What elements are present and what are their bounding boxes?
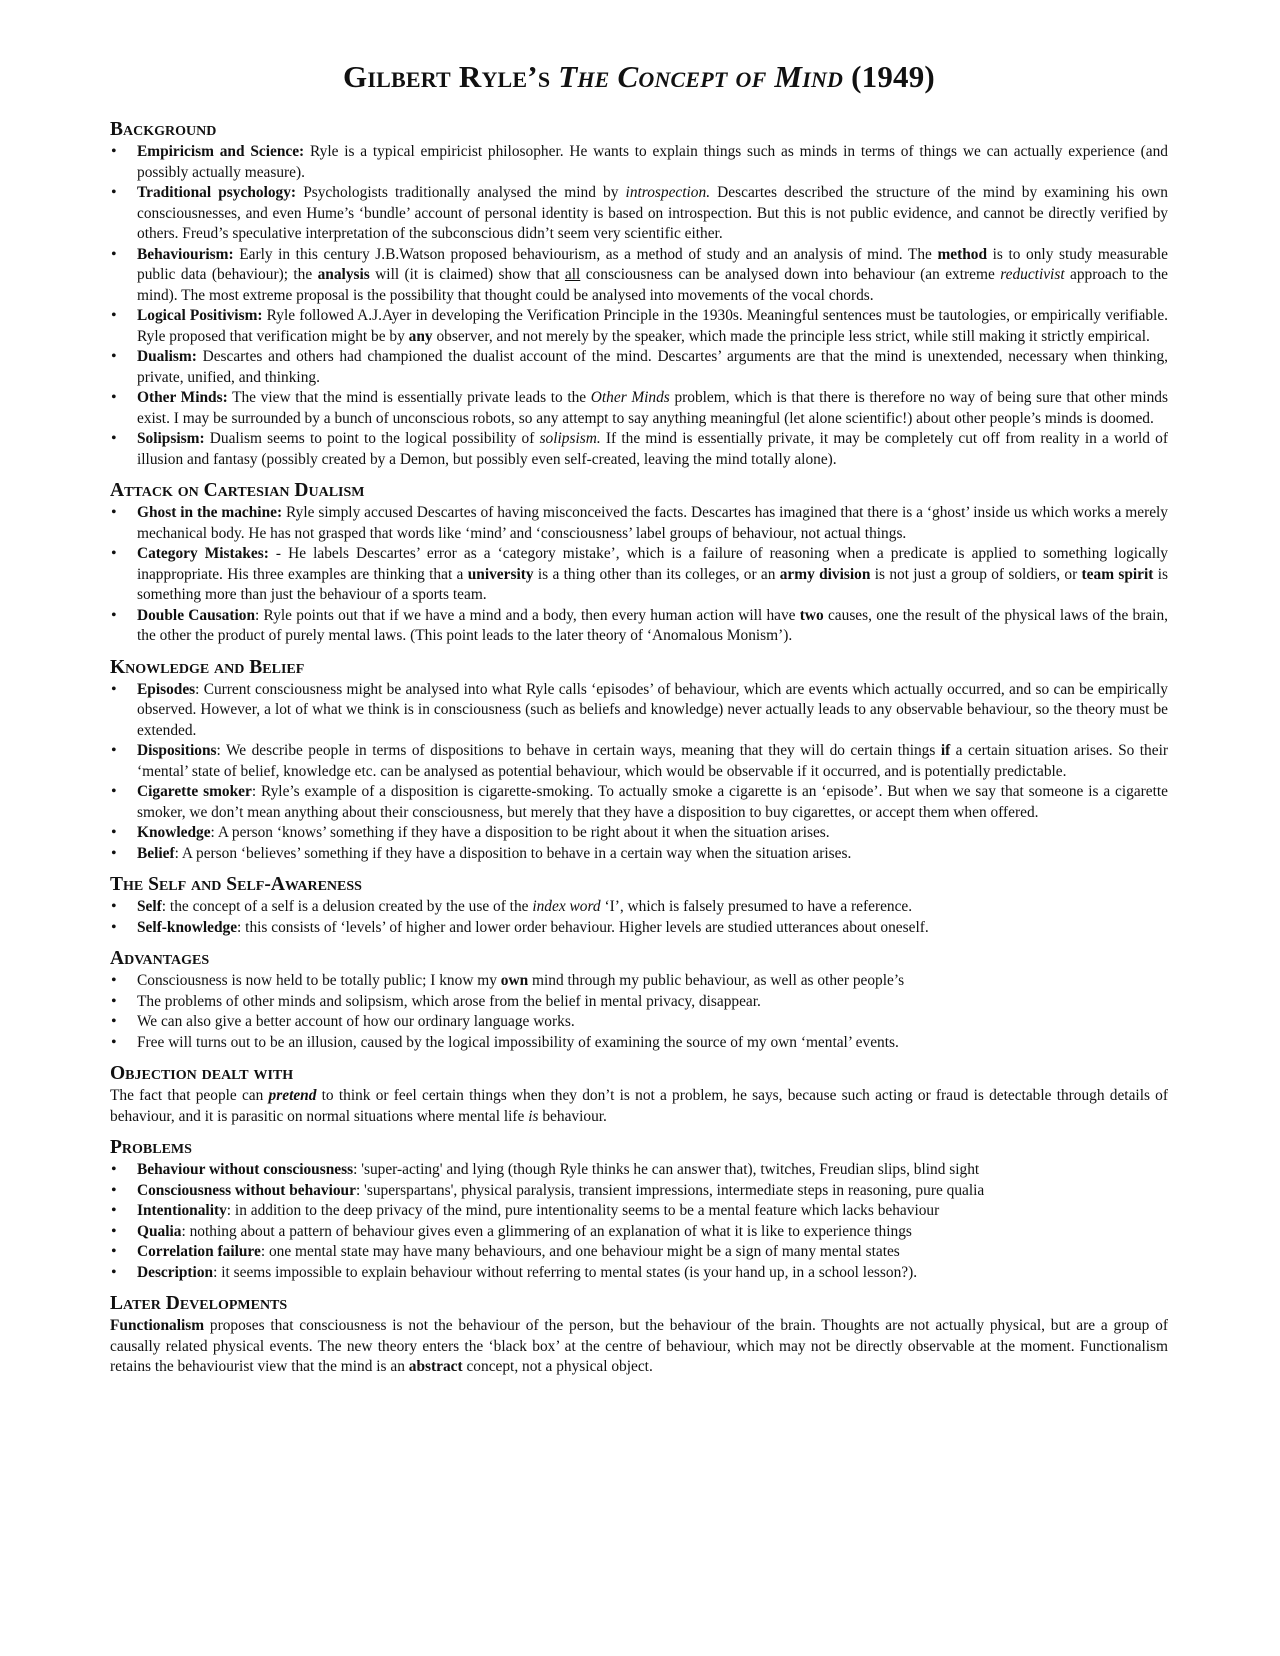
text-segment: : it seems impossible to explain behaviour without referring to mental states (is your hand up, in a school lesson?). [213,1263,918,1281]
section-heading: Attack on Cartesian Dualism [110,480,365,501]
text-segment: Descartes described the structure of the mind by examining his own consciousnesses, and even Hume’s ‘bundle’ account of personal identity is based on introspection. But this is not public evidence, and cannot be directly verified by others. Freud’s speculative interpretation of the subconscious didn’t seem very scientific either. [137,184,1168,242]
text-segment: Other Minds [590,389,670,406]
bullet-item [110,306,1168,347]
bullet-term: Cigarette smoker [137,783,252,800]
text-segment: approach to the mind). The most extreme proposal is the possibility that thought could be analysed into movements of the vocal chords. [137,266,1168,304]
text-segment: : this consists of ‘levels’ of higher and lower order behaviour. Higher levels are studied utterances about oneself. [237,918,929,936]
bullet-item [110,1181,1168,1202]
text-segment: Ryle is a typical empiricist philosopher. He wants to explain things such as minds in terms of things we can actually experience (and possibly actually measure). [137,143,1168,181]
section-the-self-and-self-awareness [110,873,1168,938]
text-segment: solipsism. [539,430,601,447]
bullet-term: Traditional psychology: [137,184,297,201]
bullet-item [110,741,1168,782]
title-author: Gilbert Ryle’s [343,59,559,94]
section-advantages [110,947,1168,1053]
bullet-item [110,971,1168,992]
bullet-term: Episodes [137,680,196,698]
text-segment: : in addition to the deep privacy of the mind, pure intentionality seems to be a mental feature which lacks behaviour [226,1202,940,1219]
bullet-item [110,844,1168,865]
text-segment: proposes that consciousness is not the behaviour of the person, but the behaviour of the brain. Thoughts are not actually physical, but are a group of causally related physical events. The new theory enters the ‘black box’ at the centre of behaviour, which may not be directly observable at the moment. Functionalism retains the behaviourist view that the mind is an [110,1317,1168,1375]
text-segment: : 'super-acting' and lying (though Ryle thinks he can answer that), twitches, Freudian slips, blind sight [353,1161,980,1178]
text-segment: ‘I’, which is falsely presumed to have a reference. [600,898,913,915]
text-segment: Psychologists traditionally analysed the mind by [296,184,626,201]
bullet-term: Solipsism: [137,430,205,447]
text-segment: will (it is claimed) show that [369,266,565,283]
bullet-item [110,429,1168,470]
bullet-term: Empiricism and Science: [137,143,305,160]
bullet-term: Qualia [137,1222,182,1240]
section-heading: The Self and Self-Awareness [110,874,362,895]
text-segment: if [940,742,951,759]
text-segment: The view that the mind is essentially private leads to the [227,389,591,406]
bullet-list [110,1160,1168,1283]
bullet-term: Ghost in the machine: [137,504,283,521]
text-segment: : one mental state may have many behaviours, and one behaviour might be a sign of many mental states [260,1243,900,1260]
bullet-list [110,971,1168,1053]
bullet-item [110,1033,1168,1054]
section-attack-on-cartesian-dualism [110,479,1168,647]
text-segment: : A person ‘believes’ something if they have a disposition to behave in a certain way when the situation arises. [174,844,852,862]
text-segment: : We describe people in terms of dispositions to behave in certain ways, meaning that they will do certain things [216,742,941,759]
bullet-item [110,503,1168,544]
bullet-item [110,897,1168,918]
text-segment: behaviour. [538,1107,607,1125]
bullet-item [110,823,1168,844]
section-heading: Problems [110,1137,192,1158]
document-body [110,118,1168,1378]
section-heading: Background [110,119,217,140]
document-title [110,58,1168,96]
text-segment: reductivist [1000,266,1065,283]
text-segment: to think or feel certain things when they don’t is not a problem, he says, because such acting or fraud is detectable through details of behaviour, and it is parasitic on normal situations where mental life [110,1087,1168,1125]
text-segment: concept, not a physical object. [462,1358,653,1375]
text-segment: causes, one the result of the physical laws of the brain, the other the product of purely mental laws. (This point leads to the later theory of ‘Anomalous Monism’). [137,606,1169,644]
text-segment: is a thing other than its colleges, or an [533,565,780,583]
text-segment: team spirit [1081,565,1154,583]
text-segment: Ryle simply accused Descartes of having misconceived the facts. Descartes has imagined that there is a ‘ghost’ inside us which works a merely mechanical body. He has not grasped that words like ‘mind’ and ‘consciousness’ label groups of behaviour, not actual things. [137,504,1168,542]
bullet-item [110,1263,1168,1284]
bullet-item [110,245,1168,307]
section-objection-dealt-with [110,1062,1168,1127]
text-segment: index word [532,898,601,915]
bullet-item [110,782,1168,823]
text-segment: mind through my public behaviour, as well as other people’s [528,972,905,989]
bullet-term: Self [137,898,162,915]
bullet-item [110,1201,1168,1222]
section-knowledge-and-belief [110,656,1168,865]
document-page [110,58,1168,1378]
section-heading: Advantages [110,948,210,969]
text-segment: Functionalism [110,1317,205,1334]
section-heading: Knowledge and Belief [110,656,305,678]
text-segment: abstract [408,1358,463,1375]
bullet-term: Knowledge [137,824,211,841]
text-segment: own [500,972,529,989]
text-segment: The fact that people can [110,1087,269,1104]
text-segment: : Ryle points out that if we have a mind and a body, then every human action will have [255,606,800,624]
text-segment: - He labels Descartes’ error as a ‘category mistake’, which is a failure of reasoning when a predicate is applied to something logically inappropriate. His three examples are thinking that a [137,545,1168,583]
text-segment: method [937,245,988,263]
text-segment: introspection. [625,184,711,201]
text-segment: Dualism seems to point to the logical possibility of [204,430,540,447]
bullet-item [110,606,1168,647]
text-segment: university [467,565,534,583]
bullet-term: Logical Positivism: [137,307,263,324]
bullet-item [110,1242,1168,1263]
bullet-list [110,503,1168,647]
text-segment: The problems of other minds and solipsism, which arose from the belief in mental privacy, disappear. [137,992,761,1010]
section-paragraph [110,1316,1168,1378]
bullet-term: Consciousness without behaviour [137,1181,356,1199]
bullet-term: Correlation failure [137,1243,261,1260]
text-segment: problem, which is that there is therefore no way of being sure that other minds exist. I may be surrounded by a bunch of unconscious robots, so any attempt to say anything meaningful (let alone scientific!) about other people’s minds is doomed. [137,389,1168,427]
text-segment: Ryle followed A.J.Ayer in developing the Verification Principle in the 1930s. Meaningful sentences must be tautologies, or empirically verifiable. Ryle proposed that verification might be by [137,307,1168,345]
text-segment: : Ryle’s example of a disposition is cigarette-smoking. To actually smoke a cigarette is an ‘episode’. But when we say that someone is a cigarette smoker, we don’t mean anything about their consciousness, but merely that they have a disposition to buy cigarettes, or accept them when offered. [137,783,1168,821]
text-segment: : Current consciousness might be analysed into what Ryle calls ‘episodes’ of behaviour, which are events which actually occurred, and so can be empirically observed. However, a lot of what we think is in consciousness (such as beliefs and knowledge) never actually leads to any observable behaviour, so the theory must be extended. [137,680,1168,739]
section-problems [110,1136,1168,1283]
text-segment: observer, and not merely by the speaker, which made the principle less strict, while still making it strictly empirical. [432,327,1150,345]
title-year: (1949) [843,59,935,94]
text-segment: pretend [268,1087,317,1104]
bullet-term: Self-knowledge [137,918,238,936]
text-segment: : A person ‘knows’ something if they have a disposition to be right about it when the situation arises. [210,824,830,841]
text-segment: analysis [317,266,370,283]
text-segment: all [564,266,581,283]
text-segment: : the concept of a self is a delusion created by the use of the [161,898,533,915]
text-segment: is not just a group of soldiers, or [870,565,1082,583]
bullet-item [110,1222,1168,1243]
section-later-developments [110,1292,1168,1378]
bullet-item [110,544,1168,606]
bullet-item [110,388,1168,429]
bullet-term: Intentionality [137,1202,227,1219]
text-segment: any [408,327,433,345]
text-segment: Early in this century J.B.Watson proposed behaviourism, as a method of study and an analysis of mind. The [233,245,938,263]
bullet-term: Category Mistakes: [137,545,269,562]
text-segment: : nothing about a pattern of behaviour gives even a glimmering of an explanation of what it is like to experience things [181,1222,912,1240]
text-segment: consciousness can be analysed down into behaviour (an extreme [580,266,1001,283]
text-segment: Descartes and others had championed the dualist account of the mind. Descartes’ arguments are that the mind is unextended, necessary when thinking, private, unified, and thinking. [137,348,1168,386]
bullet-list [110,142,1168,470]
bullet-term: Description [137,1263,214,1281]
text-segment: army division [779,565,871,583]
bullet-term: Other Minds: [137,389,228,406]
bullet-term: Dualism: [137,348,197,365]
text-segment: is [528,1107,539,1125]
bullet-list [110,680,1168,865]
text-segment: If the mind is essentially private, it may be completely cut off from reality in a world of illusion and fantasy (possibly created by a Demon, but possibly even self-created, leaving the mind totally alone). [137,430,1168,468]
title-work: The Concept of Mind [558,59,844,94]
bullet-item [110,183,1168,245]
text-segment: two [799,606,824,624]
bullet-term: Double Causation [137,606,256,624]
bullet-item [110,347,1168,388]
text-segment: is something more than just the behaviour of a sports team. [137,565,1168,603]
text-segment: : 'superspartans', physical paralysis, transient impressions, intermediate steps in reasoning, pure qualia [355,1181,985,1199]
text-segment: Free will turns out to be an illusion, caused by the logical impossibility of examining the source of my own ‘mental’ events. [137,1033,899,1051]
bullet-item [110,1012,1168,1033]
section-paragraph [110,1086,1168,1127]
text-segment: Consciousness is now held to be totally public; I know my [137,972,501,989]
bullet-item [110,918,1168,939]
bullet-list [110,897,1168,938]
bullet-item [110,142,1168,183]
bullet-term: Behaviour without consciousness [137,1161,354,1178]
section-heading: Objection dealt with [110,1063,294,1084]
text-segment: a certain situation arises. So their ‘mental’ state of belief, knowledge etc. can be analysed as potential behaviour, which would be observable if it occurred, and is potentially predictable. [137,742,1168,780]
text-segment: is to only study measurable public data (behaviour); the [137,245,1168,283]
bullet-term: Belief [137,844,175,862]
bullet-term: Behaviourism: [137,245,234,263]
bullet-term: Dispositions [137,742,217,759]
bullet-item [110,992,1168,1013]
text-segment: We can also give a better account of how our ordinary language works. [137,1013,575,1030]
bullet-item [110,680,1168,742]
section-background [110,118,1168,470]
section-heading: Later Developments [110,1293,288,1314]
bullet-item [110,1160,1168,1181]
